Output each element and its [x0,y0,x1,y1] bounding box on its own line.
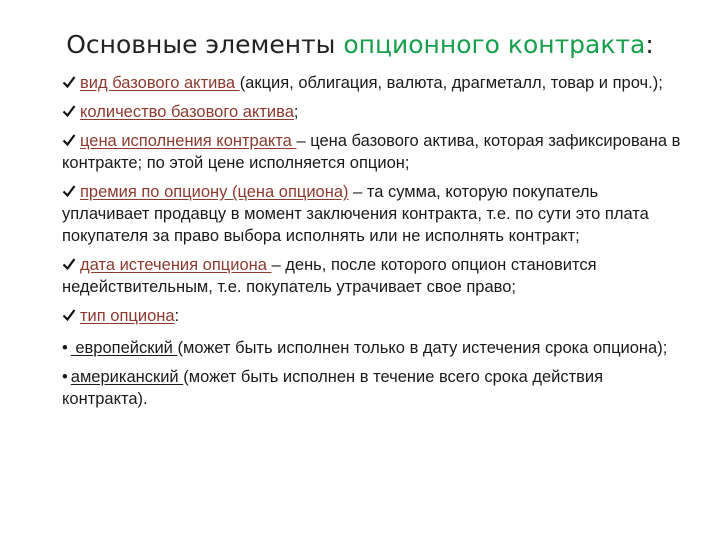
item-text: – та сумма, которую покупатель уплачивает продавцу в момент заключения контракта, т.е. по сути это плата покупателя за право выбора исполнять или не исполнять контракт; [62,183,649,245]
checkmark-icon [62,308,76,322]
list-item [62,181,684,247]
item-text: ; [293,103,299,121]
item-text: – цена базового актива, которая зафиксирована в контракте; по этой цене исполняется опцион; [62,132,681,172]
checkmark-icon [62,104,76,118]
item-text: (может быть исполнен в течение всего срока действия контракта). [62,368,604,408]
bullet-icon: • [62,368,68,386]
title-main: Основные элементы [66,30,344,59]
list-item [62,254,684,298]
slide-body [62,72,684,417]
title-end: : [645,30,654,59]
bullet-icon: • [62,339,68,357]
item-term: количество базового актива [80,103,294,121]
list-item [62,72,684,94]
item-term: цена исполнения контракта [80,132,297,150]
list-item [62,101,684,123]
checkmark-icon [62,257,76,271]
item-text: (акция, облигация, валюта, драгметалл, товар и проч.); [239,74,663,92]
checkmark-icon [62,184,76,198]
item-text: : [174,307,180,325]
item-term: дата истечения опциона [80,256,272,274]
title-accent: опционного контракта [343,30,646,59]
list-item [62,305,684,327]
item-text: (может быть исполнен только в дату истечения срока опциона); [177,339,668,357]
item-term: вид базового актива [80,74,240,92]
item-term: премия по опциону (цена опциона) [80,183,349,201]
sub-list-item [62,337,684,359]
item-term: европейский [70,339,178,357]
slide-title [0,30,720,59]
item-text: – день, после которого опцион становится недействительным, т.е. покупатель утрачивает свое право; [62,256,597,296]
item-term: американский [70,368,184,386]
checkmark-icon [62,133,76,147]
list-item [62,130,684,174]
item-term: тип опциона [80,307,175,325]
sub-list-item [62,366,684,410]
checkmark-icon [62,75,76,89]
